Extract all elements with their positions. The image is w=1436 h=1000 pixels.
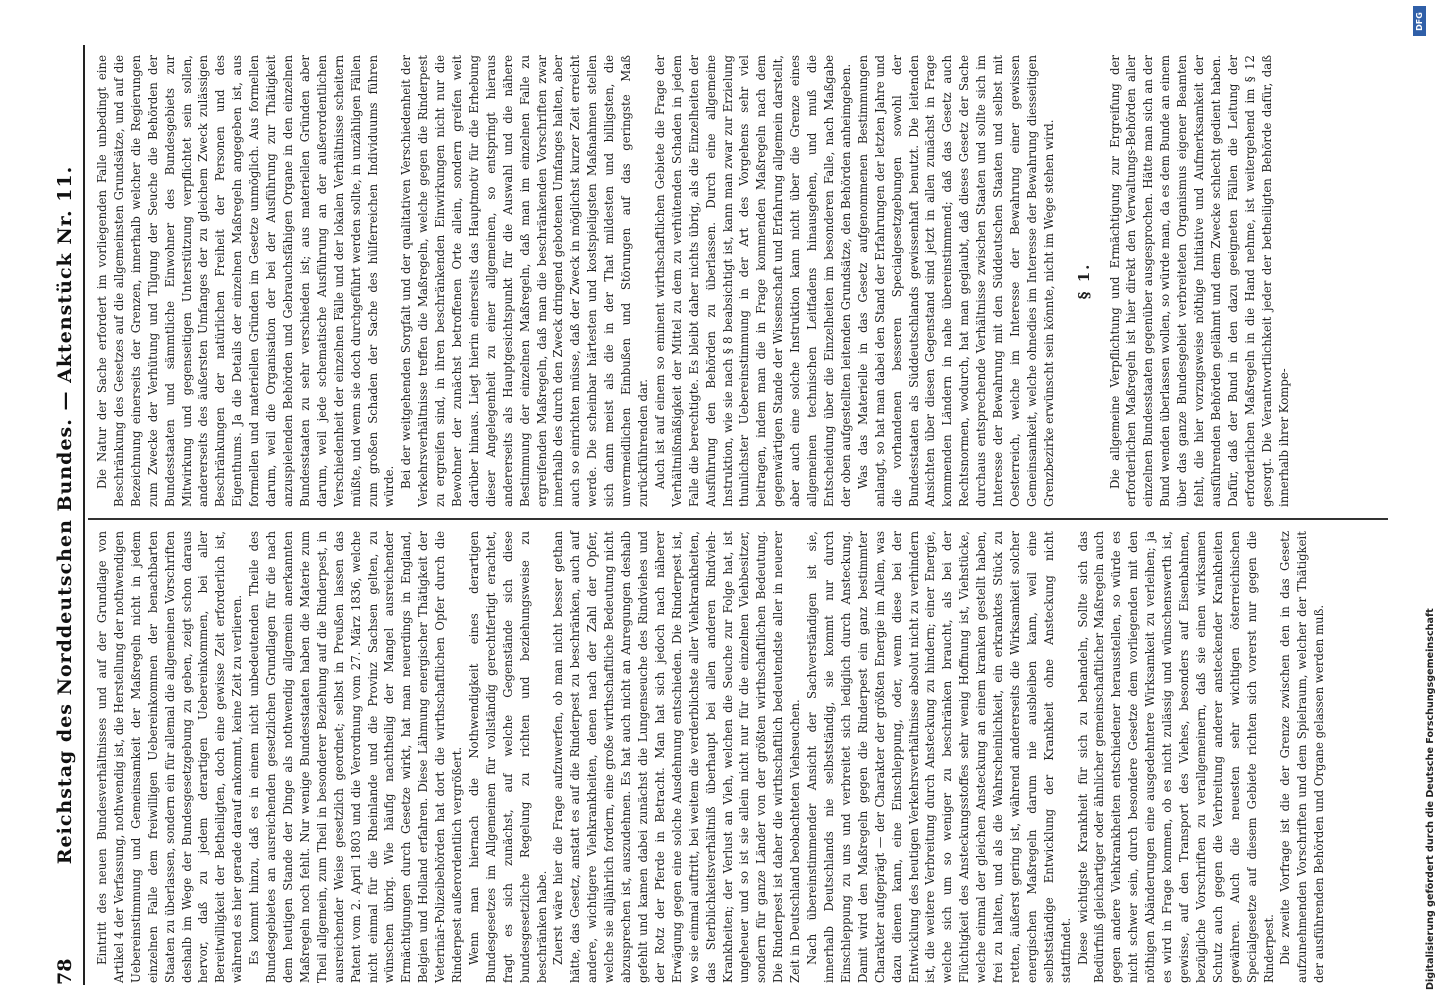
paragraph: Es kommt hinzu, daß es in einem nicht unbedeutenden Theile des Bundesgebietes an ausreichenden gesetzlichen Grundlagen für die nach dem heutigen Stande der Dinge als nothwendig allgemein anerkannten Maßregeln noch fehlt. Nur wenige Bundesstaaten haben die Materie zum Theil allgemein, zum Theil in besonderer Beziehung auf die Rinderpest, in ausreichender Weise gesetzlich geordnet; selbst in Preußen lassen das Patent vom 2. April 1803 und die Verordnung vom 27. März 1836, welche nicht einmal für die Rheinlande und die Provinz Sachsen gelten, zu wünschen übrig. Wie häufig nachtheilig der Mangel ausreichender Ermächtigungen durch Gesetze wirkt, hat man neuerdings in England, Belgien und Holland erfahren. Diese Lähmung energischer Thätigkeit der Veterinär-Polizeibehörden hat dort die wirthschaftlichen Opfer durch die Rinderpest außerordentlich vergrößert.: [247, 531, 465, 983]
page-number: 78: [54, 958, 76, 985]
section-heading: § 1.: [1074, 262, 1093, 300]
paragraph: Die zweite Vorfrage ist die der Grenze zwischen den in das Gesetz aufzunehmenden Vorschriften und dem Spielraum, welcher der Thätigkeit der ausführenden Behörden und Organe gelassen werden muß.: [1278, 531, 1327, 983]
paragraph: Die Natur der Sache erfordert im vorliegenden Falle unbedingt eine Beschränkung des Gesetzes auf die allgemeinsten Grundsätze, und auf die Bezeichnung einerseits der Grenzen, innerhalb welcher die Regierungen zum Zwecke der Verhütung und Tilgung der Seuche die Behörden der Bundesstaaten und sämmtliche Einwohner des Bundesgebiets zur Mitwirkung und gegenseitigen Unterstützung verpflichtet sein sollen, andererseits des äußersten Umfanges der zu gleichem Zweck zulässigen Beschränkungen der natürlichen Freiheit der Personen und des Eigenthums. Ja die Details der einzelnen Maßregeln angegeben ist, aus formellen und materiellen Gründen im Gesetze unmöglich. Aus formellen darum, weil die Organisation der bei der Ausführung zur Thätigkeit anzuspielenden Behörden und Gebrauchsfähigen Organe in den einzelnen Bundesstaaten zu sehr verschieden ist; aus materiellen Gründen aber darum, weil jede schematische Ausführung an der außerordentlichen Verschiedenheit der einzelnen Fälle und der lokalen Verhältnisse scheitern müßte, und wenn sie doch durchgeführt werden sollte, in unzähligen Fällen zum großen Schaden der Sache des hülferreichen Individuums führen würde.: [95, 55, 397, 507]
paragraph: Diese wichtigste Krankheit für sich zu behandeln, Sollte sich das Bedürfniß gleichartiger oder ähnlicher gemeinschaftlicher Maßregeln auch gegen andere Viehkrankheiten entschiedener herausstellen, so würde es nicht schwer sein, durch besondere Gesetze dem vorliegenden mit den nöthigen Abänderungen eine ausgedehntere Wirksamkeit zu verleihen; ja es wird in Frage kommen, ob es nicht zulässig und wünschenswerth ist, gewisse, auf den Transport des Viehes, besonders auf Eisenbahnen, bezügliche Vorschriften zu verallgemeinern, daß sie einen wirksamen Schutz auch gegen die Verbreitung anderer ansteckender Krankheiten gewähren. Auch die neuesten sehr wichtigen österreichischen Specialgesetze auf diesem Gebiete richten sich vorerst nur gegen die Rinderpest.: [1075, 531, 1276, 983]
left-column: [94, 531, 1384, 983]
header-rule: [83, 45, 85, 985]
running-title: Reichstag des Norddeutschen Bundes. — Aktenstück Nr. 11.: [54, 165, 76, 865]
rotated-page: [50, 45, 1390, 985]
paragraph: Eintritt des neuen Bundesverhältnisses und auf der Grundlage von Artikel 4 der Verfassung, nothwendig ist, die Herstellung der nothwendigen Uebereinstimmung und Gemeinsamkeit der Maßregeln nicht in jedem einzelnen Falle dem freiwilligen Uebereinkommen der benachbarten Staaten zu überlassen, sondern ein für allemal die allgemeinen Vorschriften deshalb im Wege der Bundesgesetzgebung zu geben, zeigt schon daraus hervor, daß zu jedem derartigen Uebereinkommen, bei aller Bereitwilligkeit der Betheiligten, doch eine gewisse Zeit erforderlich ist, während es hier gerade darauf ankommt, keine Zeit zu verlieren.: [95, 531, 245, 983]
paragraph: Was das Materielle in das Gesetz aufgenommenen Bestimmungen anlangt, so hat man dabei den Stand der Erfahrungen der letzten Jahre und die vorhandenen besseren Specialgesetzgebungen sowohl der Bundesstaaten als Süddeutschlands gewissenhaft benutzt. Die leitenden Ansichten über diesen Gegenstand sind jetzt in allen zunächst in Frage kommenden Ländern in nahe übereinstimmend; daß das Gesetz auch Rechtsnormen, wodurch, hat man geglaubt, daß dieses Gesetz der Sache durchaus entsprechende Verhältnisse zwischen Staaten und sollte sich im Interesse der Bewahrung mit den Süddeutschen Staaten und selbst mit Oesterreich, welche im Interesse der Bewahrung einer gewissen Gemeinsamkeit, welche ohnedies im Interesse der Bewahrung diesseitigen Grenzbezirke erwünscht sein könnte, nicht im Wege stehen wird.: [855, 55, 1056, 507]
right-column: [94, 55, 1384, 507]
paragraph: Die allgemeine Verpflichtung und Ermächtigung zur Ergreifung der erforderlichen Maßregeln ist hier direkt den Verwaltungs-Behörden aller einzelnen Bundesstaaten gegenüber ausgesprochen. Hätte man sich an der Bund wenden überlassen wollen, so würde man, da es dem Bunde an einem über das ganze Bundesgebiet verbreiteten Organismus eigener Beamten fehlt, die hier vorzugsweise nöthige Initiative und Aufmerksamkeit der ausführenden Behörden gelähmt und dem Zwecke schlecht gedient haben. Dafür, daß der Bund in den dazu geeigneten Fällen die Leitung der erforderlichen Maßregeln in die Hand nehme, ist weitergehend im § 12 gesorgt. Die Verantwortlichkeit jeder der betheiligten Behörde dafür, daß innerhalb ihrer Kompe-: [1107, 55, 1291, 507]
paragraph: Nach übereinstimmender Ansicht der Sachverständigen ist sie, innerhalb Deutschlands nie selbstständig, sie kommt nur durch Einschleppung zu uns und verbreitet sich lediglich durch Ansteckung. Damit wird den Maßregeln gegen die Rinderpest ein ganz bestimmter Charakter aufgeprägt — der Charakter der größten Energie im Allem, was dazu dienen kann, eine Einschleppung, oder, wenn diese bei der Entwicklung des heutigen Verkehrsverhältnisse absolut nicht zu verhindern ist, die weitere Verbreitung durch Ansteckung zu hindern; einer Energie, welche sich um so weniger zu beschränken braucht, als bei der Flüchtigkeit des Ansteckungsstoffes sehr wenig Hoffnung ist, Viehstücke, welche einmal der gleichen Ansteckung an einem kranken gestellt haben, frei zu halten, und als die Wahrscheinlichkeit, ein erkranktes Stück zu retten, äußerst gering ist, während andererseits die Wirksamkeit solcher energischen Maßregeln darum nie ausbleiben kann, weil eine selbstständige Entwicklung der Krankheit ohne Ansteckung nicht stattfindet.: [805, 531, 1073, 983]
paragraph: Zuerst wäre hier die Frage aufzuwerfen, ob man nicht besser gethan hätte, das Gesetz, anstatt es auf die Rinderpest zu beschränken, auch auf andere, wichtigere Viehkrankheiten, denen nach der Zahl der Opfer, welche sie alljährlich fordern, eine große wirthschaftliche Bedeutung nicht abzusprechen ist, auszudehnen. Es hat auch nicht an Anregungen deshalb gefehlt und kamen dabei zunächst die Lungenseuche des Rindviehes und der Rotz der Pferde in Betracht. Man hat sich jedoch nach näherer Erwägung gegen eine solche Ausdehnung entschieden. Die Rinderpest ist, wo sie einmal auftritt, bei weitem die verderblichste aller Viehkrankheiten, das Sterblichkeitsverhältniß überhaupt bei allen anderen Rindvieh-Krankheiten; der Verlust an Vieh, welchen die Seuche zur Folge hat, ist ungeheuer und so ist sie allein nicht nur für die einzelnen Viehbesitzer, sondern für ganze Länder von der größten wirthschaftlichen Bedeutung. Die Rinderpest ist daher die wirthschaftlich bedeutendste aller in neuerer Zeit in Deutschland beobachteten Viehseuchen.: [551, 531, 803, 983]
paragraph: Bei der weitgehenden Sorgfalt und der qualitativen Verschiedenheit der Verkehrsverhältnisse treffen die Maßregeln, welche gegen die Rinderpest zu ergreifen sind, in ihren beschränkenden Einwirkungen nicht nur die Bewohner der zunächst betroffenen Orte allein, sondern greifen weit darüber hinaus. Liegt hierin einerseits das Hauptmotiv für die Erhebung dieser Angelegenheit zu einer allgemeinen, so entspringt hieraus andererseits als Hauptgesichtspunkt für die Auswahl und die nähere Bestimmung der einzelnen Maßregeln, daß man im einzelnen Falle zu ergreifenden Maßregeln, daß man die beschränkenden Vorschriften zwar innerhalb des durch den Zweck dringend gebotenen Umfanges halten, aber auch so einrichten müsse, daß der Zweck in möglichst kurzer Zeit erreicht werde. Die scheinbar härtesten und kostspieligsten Maßnahmen stellen sich dann meist als die in der That mildesten und billigsten, die unvermeidlichen Einbußen und Störungen auf das geringste Maß zurückführenden dar.: [399, 55, 650, 507]
column-divider: [88, 518, 1388, 520]
page-header: [50, 45, 80, 985]
digitization-credit: Digitalisierung gefördert durch die Deutsche Forschungsgemeinschaft: [1425, 608, 1436, 990]
dfg-logo-text: DFG: [1415, 11, 1425, 31]
paragraph: Auch ist auf einem so eminent wirthschaftlichen Gebiete die Frage der Verhältnißmäßigkeit der Mittel zu dem zu verhütenden Schaden in jedem Falle die berechtigte. Es bleibt daher nichts übrig, als die Einzelheiten der Ausführung den Behörden zu überlassen. Durch eine allgemeine Instruktion, wie sie nach § 8 beabsichtigt ist, kann man zwar zur Erzielung thunlichster Uebereinstimmung in der Art des Vorgehens sehr viel beitragen, indem man die in Frage kommenden Maßregeln nach dem gegenwärtigen Stande der Wissenschaft und Erfahrung allgemein darstellt, aber auch eine solche Instruktion kann nicht über die Grenze eines allgemeinen technischen Leitfadens hinausgehen, und muß die Entscheidung über die Einzelheiten im besonderen Falle, nach Maßgabe der oben aufgestellten leitenden Grundsätze, den Behörden anheimgeben.: [652, 55, 853, 507]
paragraph: Wenn man hiernach die Nothwendigkeit eines derartigen Bundesgesetzes im Allgemeinen für vollständig gerechtfertigt erachtet, fragt es sich zunächst, auf welche Gegenstände sich diese bundesgesetzliche Regelung zu richten und beziehungsweise zu beschränken habe.: [466, 531, 549, 983]
dfg-logo: [1413, 6, 1426, 36]
